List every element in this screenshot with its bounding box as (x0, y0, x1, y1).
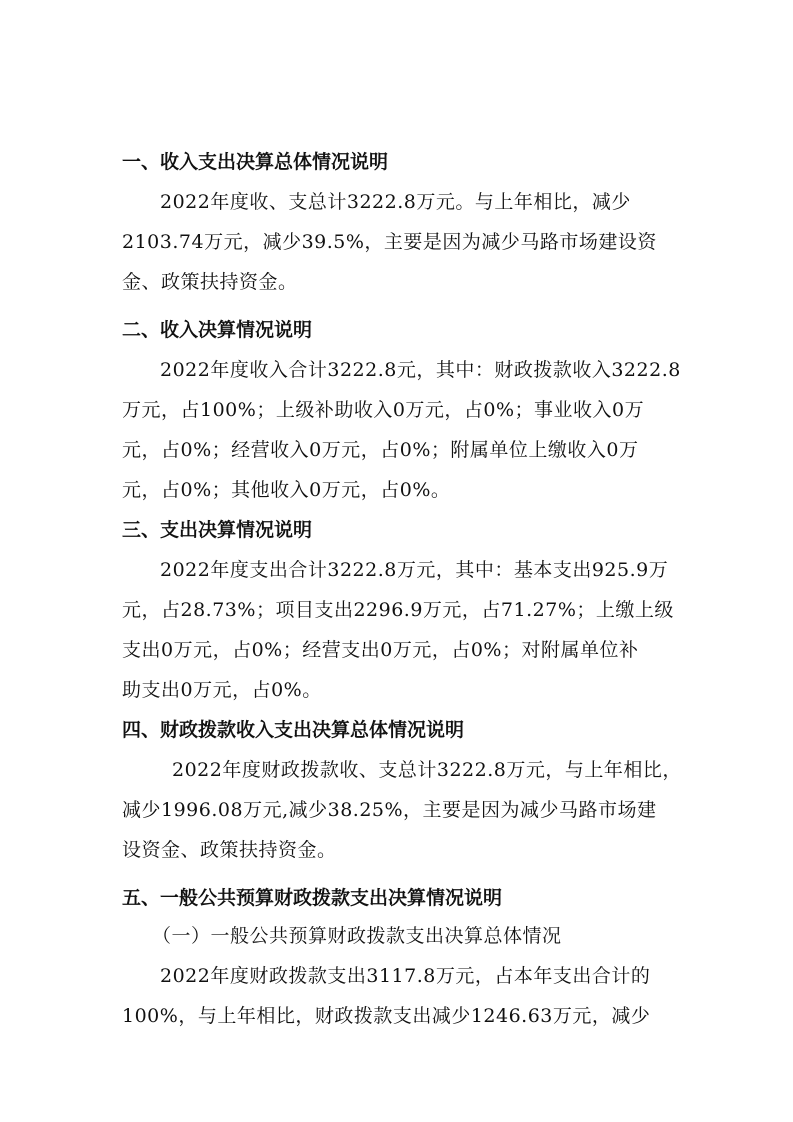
section-1-heading: 一、收入支出决算总体情况说明 (122, 151, 389, 173)
paragraph-line: 元，占0%；其他收入0万元，占0%。 (122, 479, 451, 501)
paragraph-line: 万元，占100%；上级补助收入0万元，占0%；事业收入0万 (122, 399, 645, 421)
document-page (122, 148, 682, 1036)
paragraph-line: 2022年度收入合计3222.8元，其中：财政拨款收入3222.8 (160, 359, 681, 381)
paragraph-line: 2022年度收、支总计3222.8万元。与上年相比，减少 (160, 191, 631, 213)
paragraph-line: 元，占28.73%；项目支出2296.9万元，占71.27%；上缴上级 (122, 599, 674, 621)
paragraph-line: 2022年度支出合计3222.8万元，其中：基本支出925.9万 (160, 559, 669, 581)
paragraph-line: 助支出0万元，占0%。 (122, 679, 322, 701)
section-5-heading: 五、一般公共预算财政拨款支出决算情况说明 (122, 887, 503, 909)
paragraph-line: 2022年度财政拨款支出3117.8万元，占本年支出合计的 (160, 965, 651, 987)
paragraph-line: 2103.74万元，减少39.5%，主要是因为减少马路市场建设资 (122, 231, 657, 253)
section-5-paragraph (122, 956, 682, 1036)
section-1-paragraph (122, 182, 682, 302)
section-2-heading: 二、收入决算情况说明 (122, 319, 313, 341)
section-4-heading: 四、财政拨款收入支出决算总体情况说明 (122, 719, 465, 741)
section-3-paragraph (122, 550, 682, 710)
section-5-subheading: （一）一般公共预算财政拨款支出决算总体情况 (152, 925, 562, 947)
paragraph-line: 2022年度财政拨款收、支总计3222.8万元，与上年相比， (172, 759, 682, 781)
paragraph-line: 100%，与上年相比，财政拨款支出减少1246.63万元，减少 (122, 1005, 651, 1027)
paragraph-line: 金、政策扶持资金。 (122, 271, 298, 293)
section-2-paragraph (122, 350, 682, 510)
paragraph-line: 减少1996.08万元,减少38.25%，主要是因为减少马路市场建 (122, 799, 657, 821)
section-3-heading: 三、支出决算情况说明 (122, 519, 313, 541)
paragraph-line: 元，占0%；经营收入0万元，占0%；附属单位上缴收入0万 (122, 439, 639, 461)
paragraph-line: 支出0万元，占0%；经营支出0万元，占0%；对附属单位补 (122, 639, 639, 661)
paragraph-line: 设资金、政策扶持资金。 (122, 839, 337, 861)
section-4-paragraph (122, 750, 682, 870)
